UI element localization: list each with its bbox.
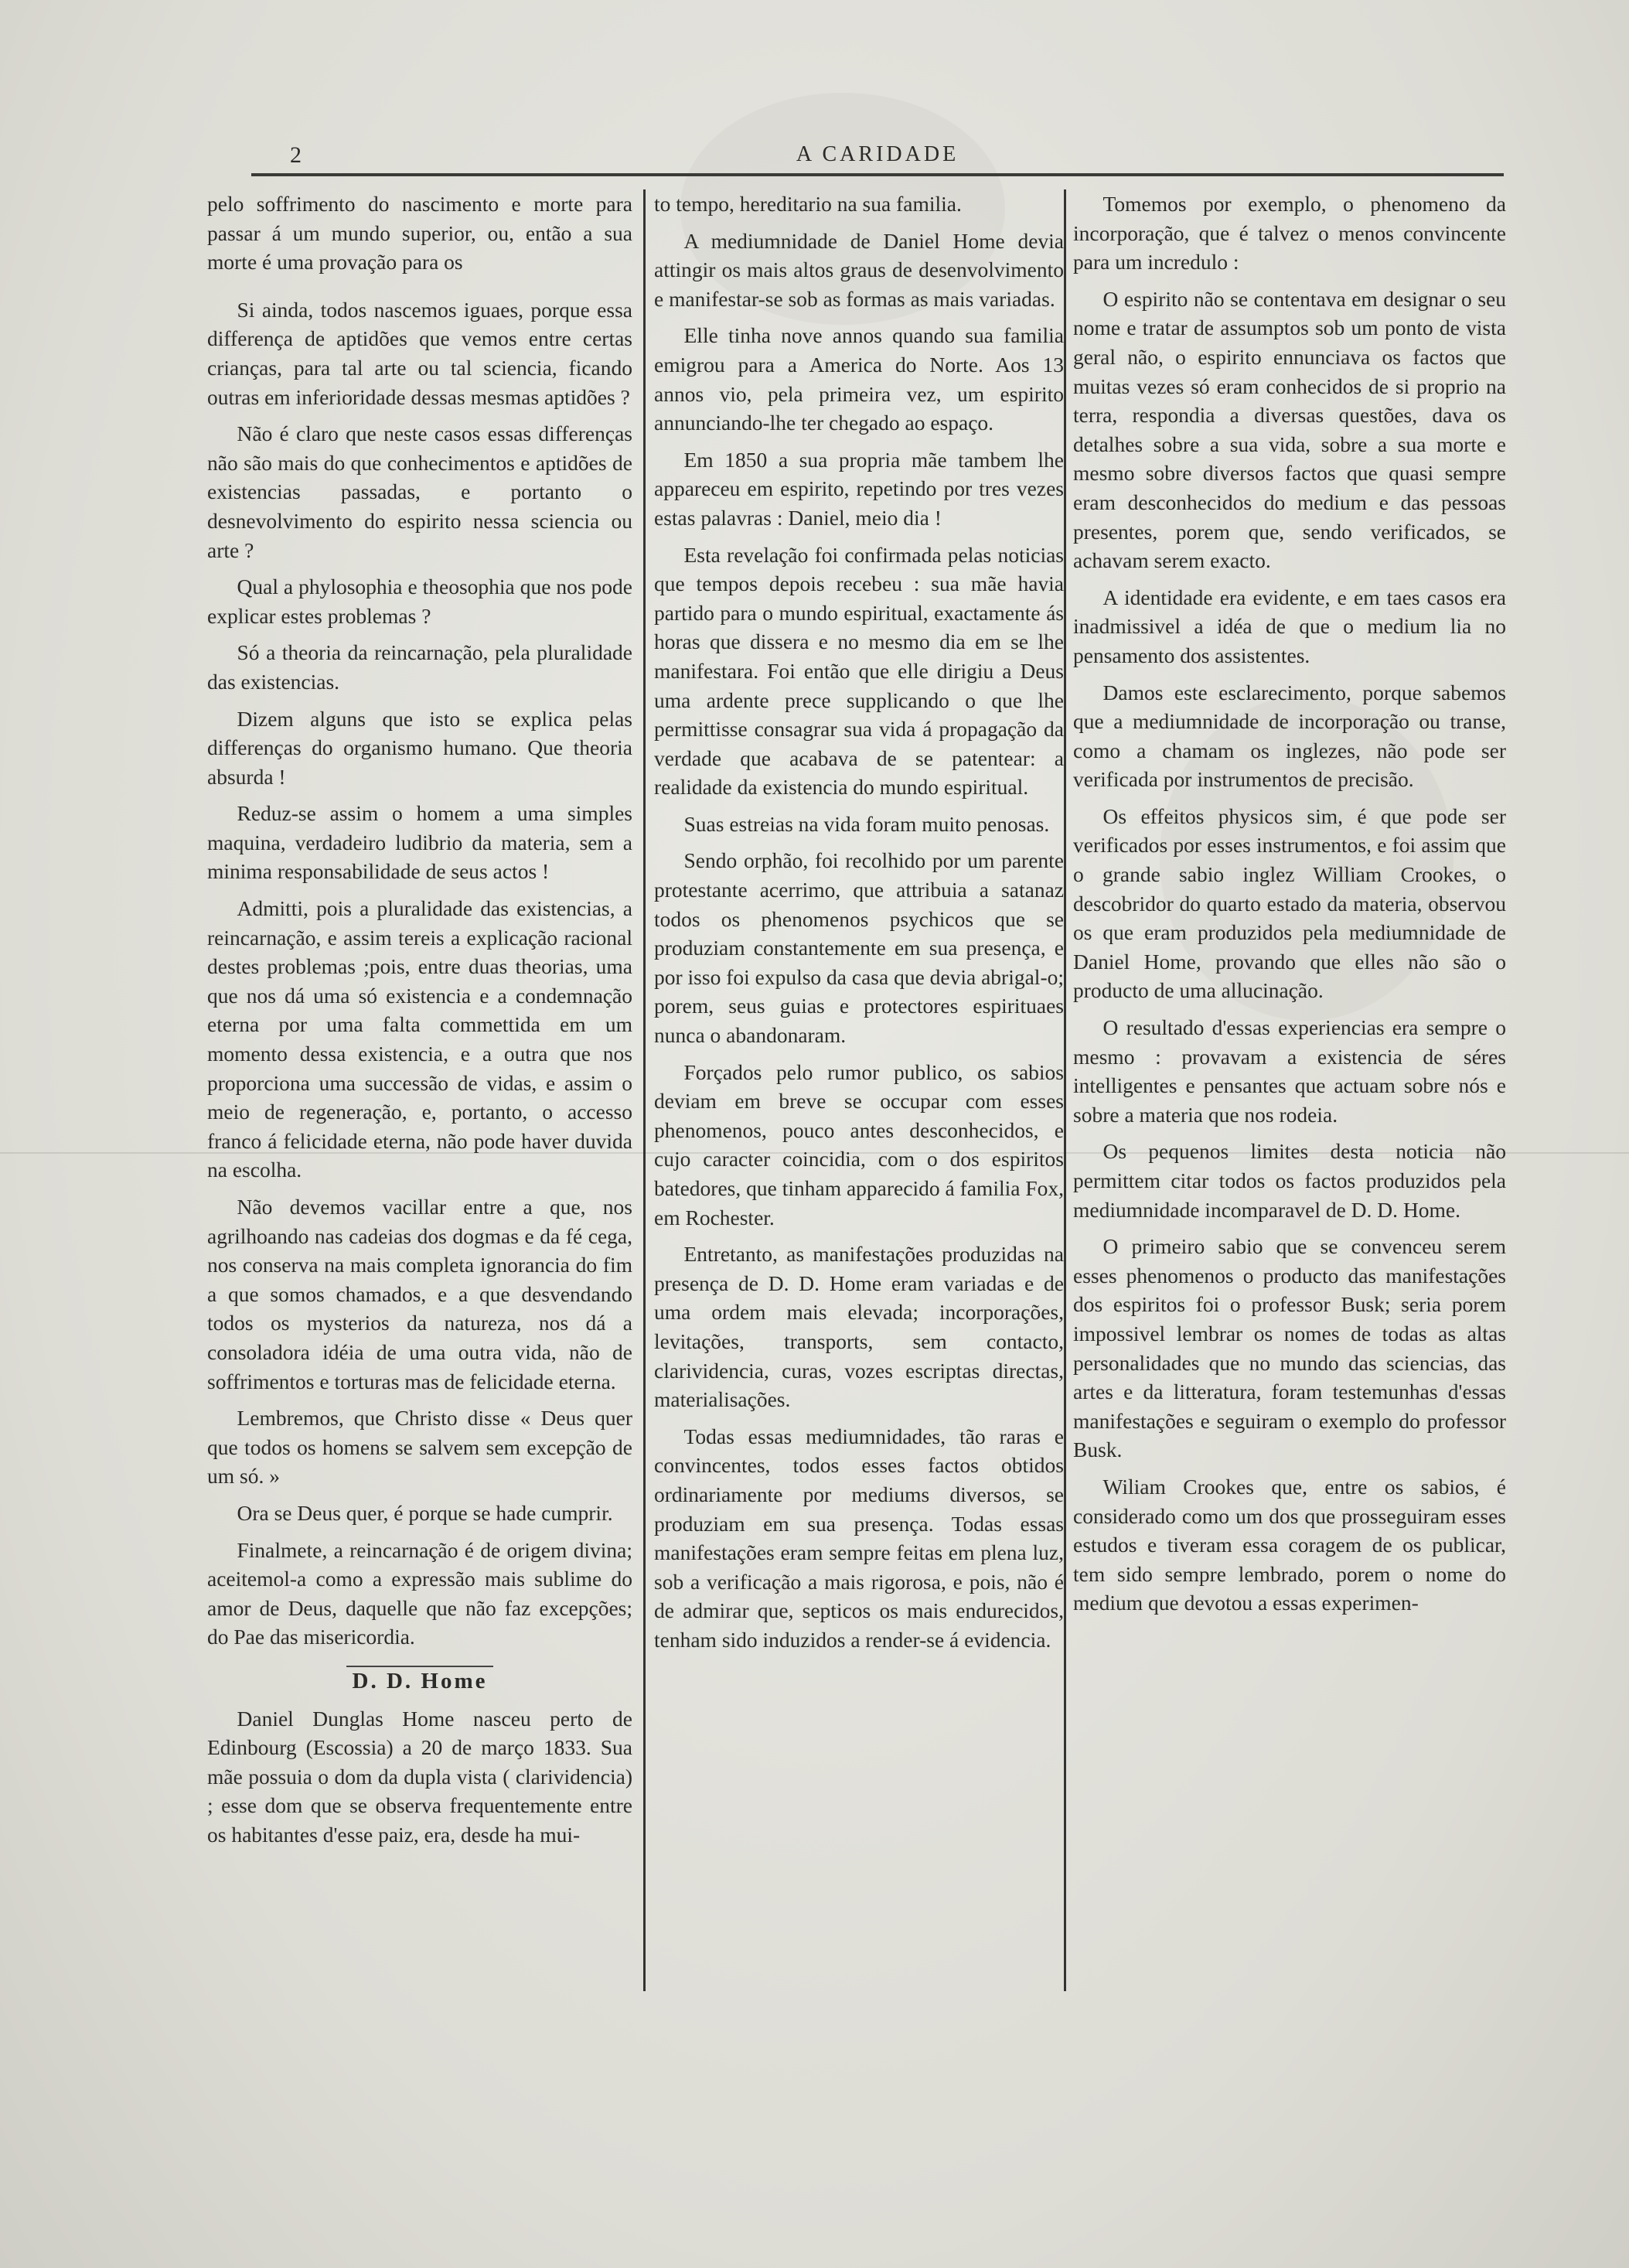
paragraph: Esta revelação foi confirmada pelas noticias que tempos depois recebeu : sua mãe havia partido para o mundo espiritual, exactamente ás horas que dissera e no mesmo dia em se lhe manifestara. Foi então que elle dirigiu a Deus uma ardente prece supplicando o que lhe permittisse consagrar sua vida á propagação da verdade que acabava de se patentear: a realidade da existencia do mundo espiritual. [654, 542, 1064, 800]
paragraph: O primeiro sabio que se convenceu serem esses phenomenos o producto das manifestações dos espiritos foi o professor Busk; seria porem impossivel lembrar os nomes de todas as altas personalidades que no mundo das sciencias, das artes e da litteratura, foram testemunhas d'essas manifestações e seguiram o exemplo do professor Busk. [1073, 1234, 1506, 1462]
paragraph: Daniel Dunglas Home nasceu perto de Edinbourg (Escossia) a 20 de março 1833. Sua mãe possuia o dom da dupla vista ( clarividencia) ; esse dom que se observa frequentemente entre os habitantes d'esse paiz, era, desde ha mui- [207, 1706, 632, 1847]
paragraph: pelo soffrimento do nascimento e morte para passar á um mundo superior, ou, então a sua morte é uma provação para os [207, 192, 632, 275]
column-divider [643, 189, 646, 1991]
column-divider [1064, 189, 1066, 1991]
paragraph: Si ainda, todos nascemos iguaes, porque essa differença de aptidões que vemos entre certas crianças, para tal arte ou tal sciencia, ficando outras em inferioridade dessas mesmas aptidões ? [207, 297, 632, 409]
paragraph: Damos este esclarecimento, porque sabemos que a mediumnidade de incorporação ou transe, como a chamam os inglezes, não pode ser verificada por instrumentos de precisão. [1073, 680, 1506, 792]
paragraph: to tempo, hereditario na sua familia. [654, 192, 962, 216]
paragraph: Entretanto, as manifestações produzidas na presença de D. D. Home eram variadas e de uma ordem mais elevada; incorporações, levitações, transports, sem contacto, clarividencia, curas, vozes escriptas directas, materialisações. [654, 1242, 1064, 1412]
paragraph: Reduz-se assim o homem a uma simples maquina, verdadeiro ludibrio da materia, sem a minima responsabilidade de seus actos ! [207, 801, 632, 884]
paragraph: Os effeitos physicos sim, é que pode ser verificados por esses instrumentos, e foi assim que o grande sabio inglez William Crookes, o descobridor do quarto estado da materia, observou os que eram produzidos pela mediumnidade de Daniel Home, provando que elles não são o producto de uma allucinação. [1073, 803, 1506, 1003]
paragraph: Elle tinha nove annos quando sua familia emigrou para a America do Norte. Aos 13 annos vio, pela primeira vez, um espirito annunciando-lhe ter chegado ao espaço. [654, 323, 1064, 435]
page-number: 2 [290, 142, 302, 168]
paragraph: Admitti, pois a pluralidade das existencias, a reincarnação, e assim tereis a explicação racional destes problemas ;pois, entre duas theorias, uma que nos dá uma só existencia e a condemnação eterna por uma falta commettida em um momento dessa existencia, e a outra que nos proporciona uma successão de vidas, e assim o meio de regeneração, e, portanto, o accesso franco á felicidade eterna, não pode haver duvida na escolha. [207, 896, 632, 1182]
paragraph: Finalmete, a reincarnação é de origem divina; aceitemol-a como a expressão mais sublime do amor de Deus, daquelle que não faz excepções; do Pae das misericordia. [207, 1537, 632, 1649]
paragraph: Lembremos, que Christo disse « Deus quer que todos os homens se salvem sem excepção de um só. » [207, 1406, 632, 1489]
newspaper-title: A CARIDADE [796, 142, 959, 166]
page-header [251, 141, 1504, 172]
paragraph: Só a theoria da reincarnação, pela pluralidade das existencias. [207, 640, 632, 694]
paragraph: O espirito não se contentava em designar o seu nome e tratar de assumptos sob um ponto de vista geral não, o espirito ennunciava os factos que muitas vezes só eram conhecidos de si proprio na terra, respondia a diversas questões, dava os detalhes sobre a sua vida, sobre a sua morte e mesmo sobre diversos factos que quasi sempre eram desconhecidos do medium e das pessoas presentes, porem que, sendo verificados, se achavam serem exacto. [1073, 286, 1506, 573]
paragraph: Tomemos por exemplo, o phenomeno da incorporação, que é talvez o menos convincente para um incredulo : [1073, 192, 1506, 275]
paragraph: Qual a phylosophia e theosophia que nos pode explicar estes problemas ? [207, 575, 632, 628]
paragraph: Wiliam Crookes que, entre os sabios, é considerado como um dos que prosseguiram esses estudos e tiveram essa coragem de os publicar, tem sido sempre lembrado, porem o nome do medium que devotou a essas experimen- [1073, 1474, 1506, 1615]
paragraph: Forçados pelo rumor publico, os sabios deviam em breve se occupar com esses phenomenos, pouco antes desconhecidos, e cujo caracter coincidia, com o dos espiritos batedores, que tinham apparecido á familia Fox, em Rochester. [654, 1059, 1064, 1229]
paragraph: O resultado d'essas experiencias era sempre o mesmo : provavam a existencia de séres intelligentes e pensantes que actuam sobre nós e sobre a materia que nos rodeia. [1073, 1015, 1506, 1127]
paragraph: Não é claro que neste casos essas differenças não são mais do que conhecimentos e aptidões de existencias passadas, e portanto o desnevolvimento do espirito nessa sciencia ou arte ? [207, 421, 632, 562]
header-rule [251, 173, 1504, 176]
column-2 [654, 189, 1064, 1655]
section-title: D. D. Home [352, 1668, 488, 1693]
column-3 [1073, 189, 1506, 1618]
paragraph: Sendo orphão, foi recolhido por um parente protestante acerrimo, que attribuia a satanaz todos os phenomenos psychicos que se produziam constantemente em sua presença, e por isso foi expulso da casa que devia abrigal-o; porem, seus guias e protectores espirituaes nunca o abandonaram. [654, 848, 1064, 1048]
paragraph: Os pequenos limites desta noticia não permittem citar todos os factos produzidos pela mediumnidade incomparavel de D. D. Home. [1073, 1139, 1506, 1222]
paragraph: Todas essas mediumnidades, tão raras e convincentes, todos esses factos obtidos ordinariamente por mediums diversos, se produziam em sua presença. Todas essas manifestações eram sempre feitas em plena luz, sob a verificação a mais rigorosa, e pois, não é de admirar que, septicos os mais endurecidos, tenham sido induzidos a render-se á evidencia. [654, 1424, 1064, 1652]
paragraph: Em 1850 a sua propria mãe tambem lhe appareceu em espirito, repetindo por tres vezes estas palavras : Daniel, meio dia ! [654, 447, 1064, 530]
paragraph: Dizem alguns que isto se explica pelas differenças do organismo humano. Que theoria absurda ! [207, 706, 632, 789]
paragraph: Suas estreias na vida foram muito penosas. [683, 811, 1050, 836]
paragraph: A mediumnidade de Daniel Home devia attingir os mais altos graus de desenvolvimento e manifestar-se sob as formas as mais variadas. [654, 228, 1064, 311]
column-1 [207, 189, 632, 1849]
paragraph: A identidade era evidente, e em taes casos era inadmissivel a idéa de que o medium lia no pensamento dos assistentes. [1073, 585, 1506, 667]
paragraph: Ora se Deus quer, é porque se hade cumprir. [237, 1500, 613, 1525]
paragraph: Não devemos vacillar entre a que, nos agrilhoando nas cadeias dos dogmas e da fé cega, nos conserva na mais completa ignorancia do fim a que somos chamados, e a que desvendando todos os mysterios da natureza, nos dá a consoladora idéia de uma outra vida, não de soffrimentos e torturas mas de felicidade eterna. [207, 1195, 632, 1393]
